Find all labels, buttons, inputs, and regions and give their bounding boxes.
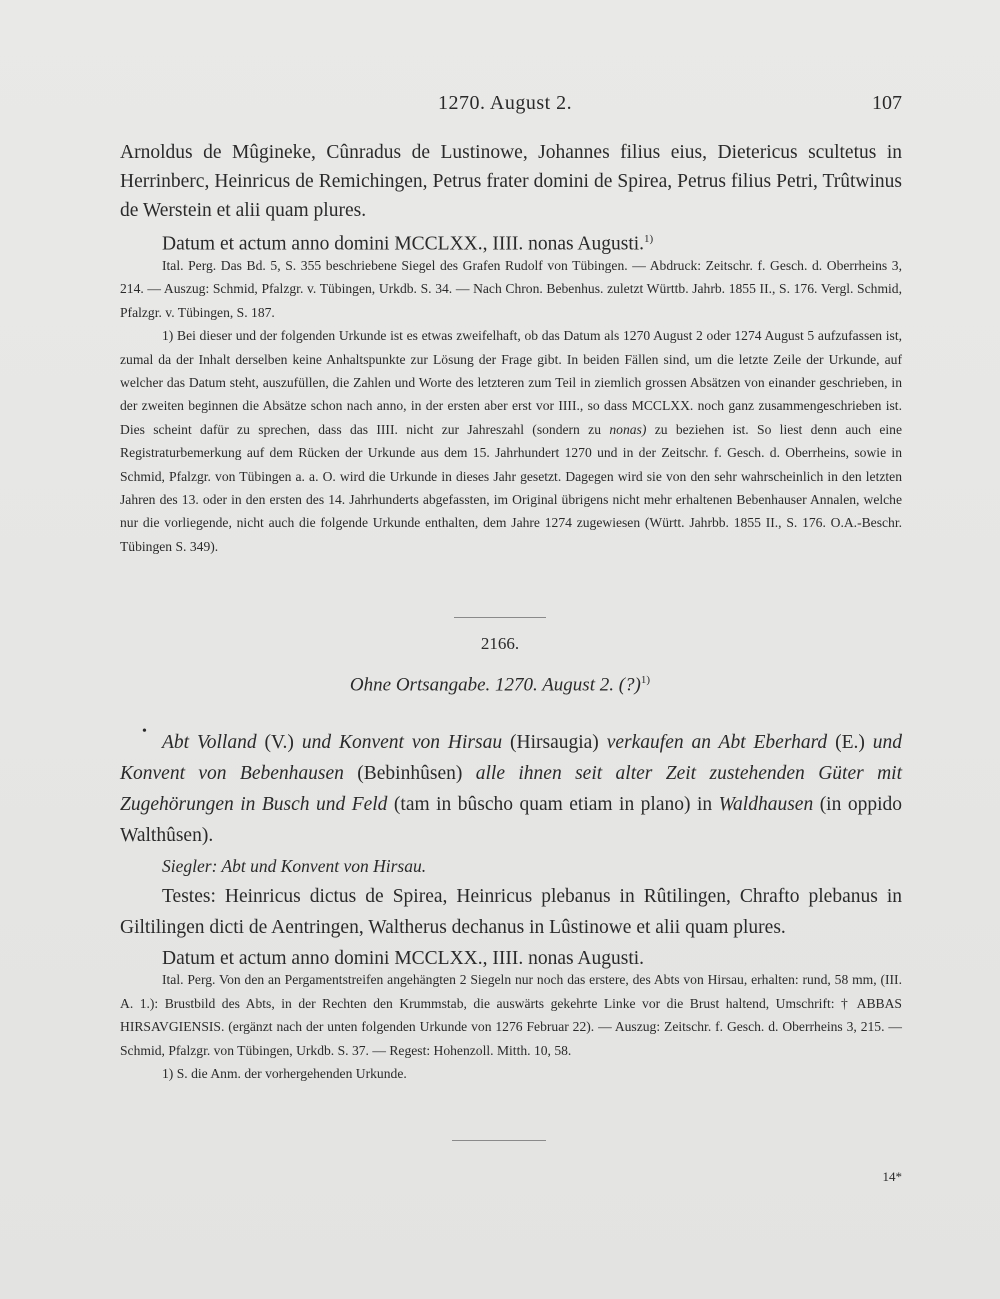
regest-hirsau-latin: (Hirsaugia)	[510, 732, 599, 753]
previous-document-text	[120, 138, 902, 259]
archive-note: Ital. Perg. Von den an Pergamentstreifen angehängten 2 Siegeln nur noch das erstere, des Abts von Hirsau, erhalten: rund, 58 mm, (III. A. 1.): Brustbild des Abts, in der Rechten den Krummstab, die auswärts gekehrte Linke vor die Brust haltend, Umschrift: † ABBAS HIRSAVGIENSIS. (ergänzt nach der unten folgenden Urkunde von 1276 Februar 22). — Auszug: Zeitschr. f. Gesch. d. Oberrheins 3, 215. — Schmid, Pfalzgr. von Tübingen, Urkdb. S. 37. — Regest: Hohenzoll. Mitth. 10, 58.	[120, 972, 902, 1058]
regest-sell-to: verkaufen an Abt Eberhard	[606, 732, 828, 753]
regest-convent-bebenhausen: und Konvent von Bebenhausen	[120, 732, 903, 784]
document-notes	[120, 968, 902, 1086]
place-date-footnote-mark: 1)	[640, 674, 651, 686]
footnote: 1) S. die Anm. der vorhergehenden Urkunde.	[162, 1066, 407, 1082]
regest-buyer-initial: (E.)	[835, 732, 865, 753]
regest-abbot-name: Abt Volland	[162, 732, 257, 753]
footnote-text-end: zu beziehen ist. So liest denn auch eine Registraturbemerkung auf dem Rücken der Urkunde aus dem 15. Jahrhundert 1270 und in der Zeitschr. f. Gesch. d. Oberrheins, sowie in Schmid, Pfalzgr. von Tübingen a. a. O. wird die Urkunde in dieses Jahr gesetzt. Dagegen wird sie von den sehr wahrscheinlich in den letzten Jahren des 13. oder in den ersten des 14. Jahrhunderts abgefassten, im Original übrigens nicht mehr erhaltenen Bebenhauser Annalen, welche nur die vorliegende, nicht auch die folgende Urkunde enthalten, dem Jahre 1274 zugewiesen (Württ. Jahrbb. 1855 II., S. 176. O.A.-Beschr. Tübingen S. 349).	[120, 421, 903, 554]
document-number: 2166.	[480, 634, 520, 653]
regest-goods: alle ihnen seit alter Zeit zustehenden Güter mit Zugehörungen in Busch und Feld	[120, 763, 902, 815]
dating-clause: Datum et actum anno domini MCCLXX., IIII. nonas Augusti.	[162, 948, 645, 969]
archive-note: Ital. Perg. Das Bd. 5, S. 355 beschriebene Siegel des Grafen Rudolf von Tübingen. — Abdruck: Zeitschr. f. Gesch. d. Oberrheins 3, 214. — Auszug: Schmid, Pfalzgr. v. Tübingen, Urkdb. S. 34. — Nach Chron. Bebenhus. zuletzt Württb. Jahrb. 1855 II., S. 176. Vergl. Schmid, Pfalzgr. v. Tübingen, S. 187.	[120, 258, 902, 320]
margin-bullet: •	[142, 724, 147, 739]
regest-summary	[120, 727, 902, 974]
regest-latin-place: (in oppido Walthûsen).	[120, 794, 902, 846]
place-and-date: Ohne Ortsangabe. 1270. August 2. (?)	[349, 674, 641, 696]
witness-list: Arnoldus de Mûgineke, Cûnradus de Lustinowe, Johannes filius eius, Dietericus scultetus in Herrinberc, Heinricus de Remichingen, Petrus frater domini de Spirea, Petrus filius Petri, Trûtwinus de Werstein et alii quam plures.	[120, 142, 902, 221]
footnote	[120, 324, 902, 558]
footnote-italic-term: nonas)	[609, 421, 647, 437]
section-divider	[454, 617, 546, 618]
regest-convent-hirsau: und Konvent von Hirsau	[301, 732, 503, 753]
footnote-text: 1) Bei dieser und der folgenden Urkunde ist es etwas zweifelhaft, ob das Datum als 1270 August 2 oder 1274 August 5 aufzufassen ist, zumal da der Inhalt derselben keine Anhaltspunkte zur Lösung der Frage gibt. In beiden Fällen sind, um die letzte Zeile der Urkunde, auf welcher das Datum steht, auszufüllen, die Zahlen und Worte des letzteren zum Teil in ziemlich grossen Absätzen von einander geschrieben, in der zweiten beginnen die Absätze schon nach anno, in der ersten aber erst vor IIII., so dass MCCLXX. noch ganz zusammengeschrieben ist. Dies scheint dafür zu sprechen, dass das IIII. nicht zur Jahreszahl (sondern zu	[120, 328, 902, 437]
running-head-date: 1270. August 2.	[438, 92, 573, 114]
regest-paragraph	[120, 727, 902, 851]
sealer-line: Siegler: Abt und Konvent von Hirsau.	[162, 856, 427, 876]
place-and-date-line	[0, 674, 1000, 696]
regest-place-waldhausen: Waldhausen	[718, 794, 814, 815]
end-divider	[452, 1140, 546, 1141]
regest-abbot-initial: (V.)	[264, 732, 294, 753]
page-number: 107	[872, 92, 902, 114]
footnote-mark: 1)	[644, 233, 654, 245]
dating-clause-text: Datum et actum anno domini MCCLXX., IIII. nonas Augusti.	[162, 233, 645, 255]
sheet-signature: 14*	[882, 1169, 902, 1184]
previous-document-notes	[120, 254, 902, 558]
running-head	[120, 92, 902, 122]
regest-bebenhausen-latin: (Bebinhûsen)	[357, 763, 463, 784]
regest-latin-phrase: (tam in bûscho quam etiam in plano) in	[393, 794, 713, 815]
witnesses-paragraph: Testes: Heinricus dictus de Spirea, Heinricus plebanus in Rûtilingen, Chrafto plebanus in Giltilingen dicti de Aentringen, Waltherus dechanus in Lûstinowe et alii quam plures.	[120, 886, 902, 938]
